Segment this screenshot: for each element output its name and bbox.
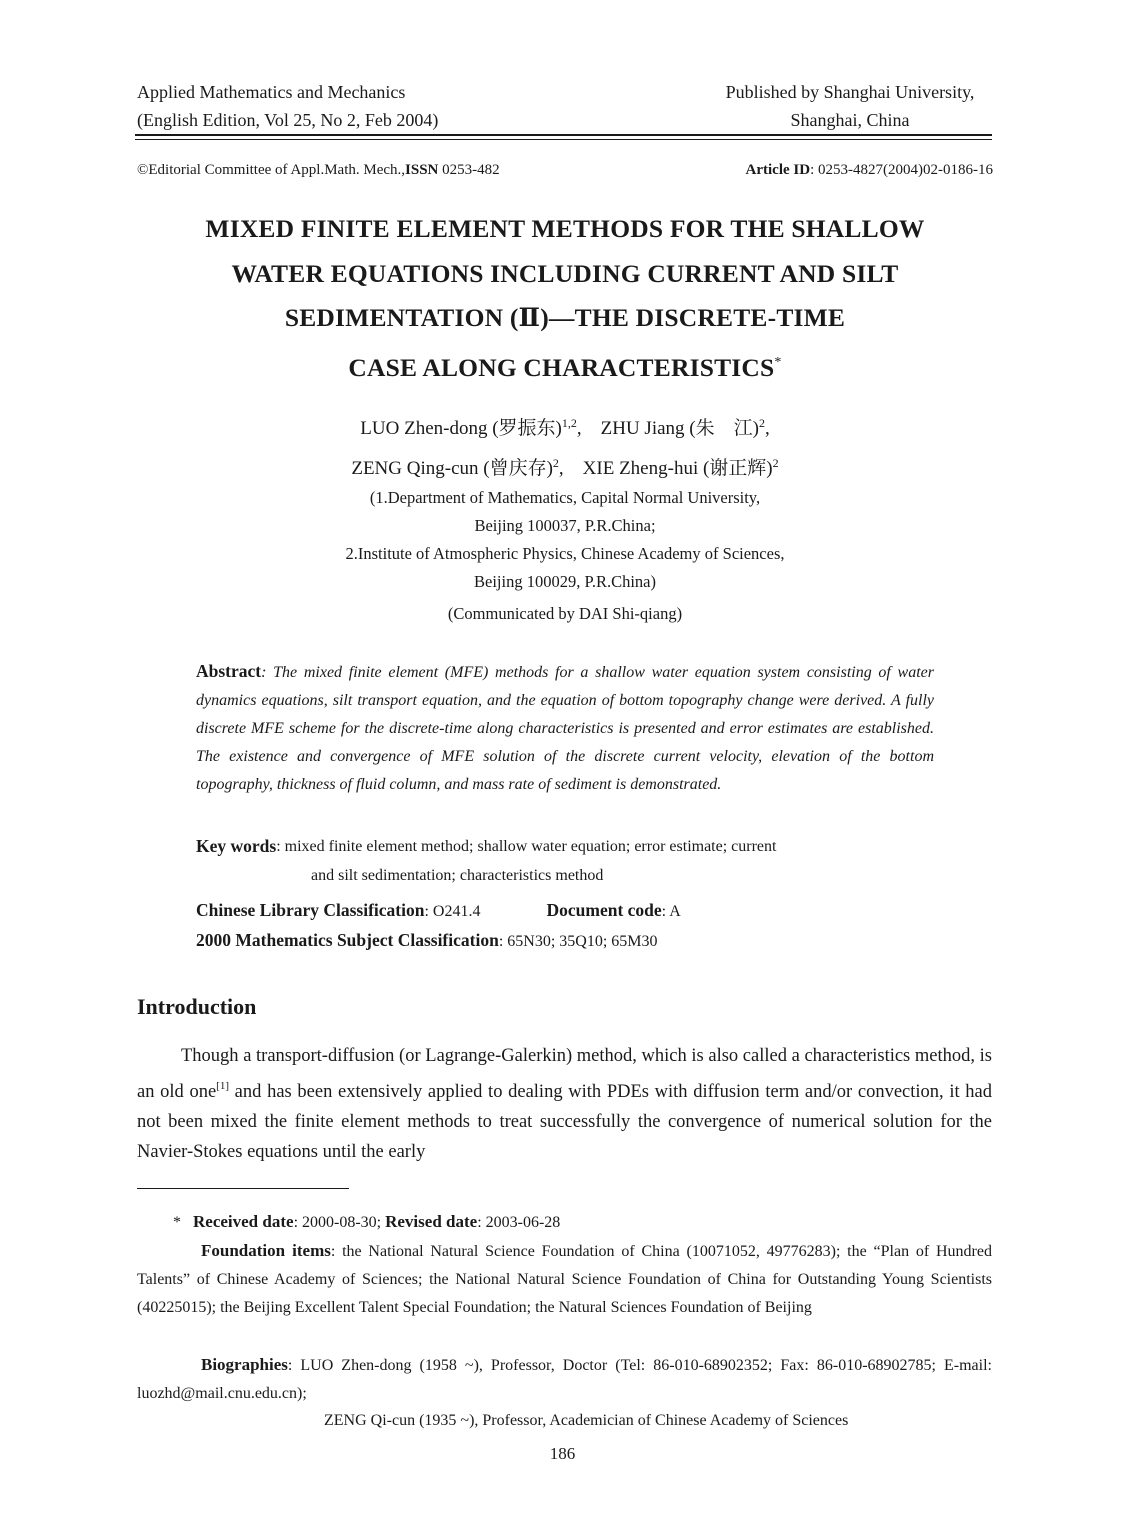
introduction-paragraph (137, 1041, 992, 1167)
author-4: XIE Zheng-hui (谢正辉) (582, 458, 773, 479)
publisher-header (700, 78, 1000, 134)
revised-value: : 2003-06-28 (477, 1214, 561, 1231)
keywords-label: Key words (196, 836, 277, 856)
article-id-line (746, 162, 993, 179)
affiliation-line-4: Beijing 100029, P.R.China) (474, 572, 656, 591)
msc-label: 2000 Mathematics Subject Classification (196, 930, 499, 950)
issn-value: 0253-482 (438, 162, 500, 178)
affiliations (140, 484, 990, 596)
keywords-line-1: : mixed finite element method; shallow water equation; error estimate; current (276, 838, 777, 855)
footnote-star: * (173, 1214, 181, 1231)
copyright-line (137, 162, 500, 179)
affiliation-line-1: (1.Department of Mathematics, Capital Normal University, (369, 488, 761, 507)
page-number: 186 (549, 1444, 576, 1463)
foundation-label: Foundation items (201, 1241, 331, 1260)
received-value: : 2000-08-30; (293, 1214, 386, 1231)
author-1-affil: 1,2 (561, 416, 577, 430)
footnote-biographies (137, 1351, 992, 1408)
keywords (196, 832, 934, 890)
communicated-by: (Communicated by DAI Shi-qiang) (447, 604, 683, 623)
publisher-location: Shanghai, China (790, 110, 910, 130)
affiliation-line-3: 2.Institute of Atmospheric Physics, Chinese Academy of Sciences, (345, 544, 785, 563)
author-1: LUO Zhen-dong (罗振东) (360, 418, 562, 439)
abstract-label: Abstract (196, 661, 262, 681)
doc-code-value: : A (661, 903, 681, 920)
publisher-name: Published by Shanghai University, (725, 82, 975, 102)
journal-edition: (English Edition, Vol 25, No 2, Feb 2004) (137, 110, 439, 130)
classification (196, 896, 681, 956)
biographies-text: : LUO Zhen-dong (1958 ~), Professor, Doctor (Tel: 86-010-68902352; Fax: 86-010-68902785; E-mail: luozhd@mail.cnu.edu.cn); (137, 1357, 992, 1402)
msc-value: : 65N30; 35Q10; 65M30 (498, 933, 658, 950)
biographies-label: Biographies (201, 1355, 288, 1374)
title-line-2: WATER EQUATIONS INCLUDING CURRENT AND SILT (231, 258, 899, 288)
section-heading-introduction: Introduction (137, 994, 257, 1019)
article-id-label: Article ID (745, 162, 811, 178)
author-list: LUO Zhen-dong (罗振东)$^{1,2}$, ZHU Jiang (朱 江)$^2$, ZENG Qing-cun (曾庆存)$^2$, XIE Zheng-hui (谢正辉)$^2$ (351, 416, 779, 479)
intro-text-2: and has been extensively applied to dealing with PDEs with diffusion term and/or convection, it had not been mixed the finite element methods to treat successfully the convergence of numerical solution for the Navier-Stokes equations until the early (137, 1082, 992, 1162)
article-id-value: : 0253-4827(2004)02-0186-16 (810, 162, 993, 178)
title-line-3: SEDIMENTATION (Ⅱ)—THE DISCRETE-TIME (284, 303, 846, 332)
journal-name: Applied Mathematics and Mechanics (137, 82, 406, 102)
author-3: ZENG Qing-cun (曾庆存) (351, 458, 553, 479)
foundation-text: : the National Natural Science Foundation of China (10071052, 49776283); the “Plan of Hundred Talents” of Chinese Academy of Sciences; the National Natural Science Foundation of China for Outstanding Young Scientists (40225015); the Beijing Excellent Talent Special Foundation; the Natural Sciences Foundation of Beijing (137, 1243, 992, 1316)
author-4-affil: 2 (772, 456, 779, 470)
revised-label: Revised date (385, 1212, 478, 1231)
footnote-dates (137, 1208, 992, 1237)
abstract (196, 657, 934, 799)
copyright-text: ©Editorial Committee of Appl.Math. Mech., (137, 162, 406, 178)
title-line-4: CASE ALONG CHARACTERISTICS (348, 352, 775, 382)
affiliation-line-2: Beijing 100037, P.R.China; (474, 516, 656, 535)
header-rule-thick (135, 134, 992, 136)
title-line-1: MIXED FINITE ELEMENT METHODS FOR THE SHALLOW (205, 214, 925, 243)
author-2-affil: 2 (758, 416, 765, 430)
header-rule-thin (135, 139, 992, 140)
doc-code-label: Document code (546, 900, 662, 920)
intro-text-1: Though a transport-diffusion (or Lagrange-Galerkin) method, which is also called a characteristics method, is an old one (137, 1046, 992, 1102)
footnote-rule (137, 1188, 349, 1189)
journal-header (137, 78, 438, 134)
issn-label: ISSN (405, 162, 439, 178)
clc-value: : O241.4 (424, 903, 481, 920)
author-2: ZHU Jiang (朱 江) (600, 418, 759, 439)
keywords-line-2: and silt sedimentation; characteristics method (311, 867, 604, 884)
clc-label: Chinese Library Classification (196, 900, 425, 920)
footnote-biography-2: ZENG Qi-cun (1935 ~), Professor, Academician of Chinese Academy of Sciences (324, 1412, 849, 1429)
paper-title (140, 207, 990, 390)
citation-ref[interactable]: [1] (216, 1080, 229, 1092)
title-footnote-mark: * (774, 354, 782, 370)
received-label: Received date (193, 1212, 294, 1231)
footnote-foundation (137, 1237, 992, 1322)
author-3-affil: 2 (552, 456, 559, 470)
abstract-text: : The mixed finite element (MFE) methods for a shallow water equation system consisting of water dynamics equations, silt transport equation, and the equation of bottom topography change were derived. A fully discrete MFE scheme for the discrete-time along characteristics is presented and error estimates are established. The existence and convergence of MFE solution of the discrete current velocity, elevation of the bottom topography, thickness of fluid column, and mass rate of sediment is demonstrated. (196, 664, 934, 793)
